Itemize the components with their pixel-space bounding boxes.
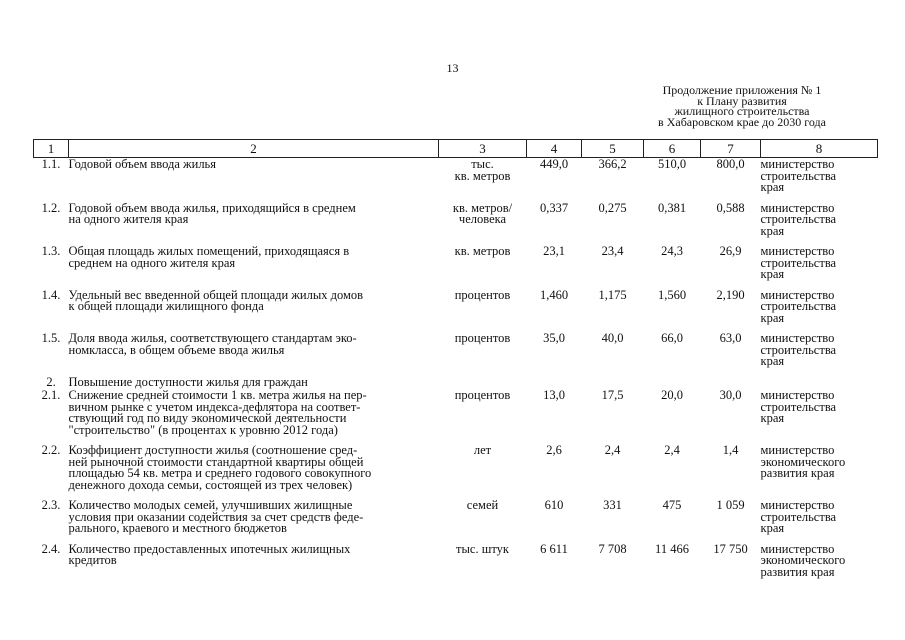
indicator-name-line: Снижение средней стоимости 1 кв. метра жилья на пер- — [68, 388, 367, 402]
executor-cell — [761, 333, 878, 377]
executor-line: экономического — [760, 553, 846, 567]
table-row — [34, 290, 878, 334]
executor-line: края — [760, 411, 785, 425]
executor-line: строительства — [760, 168, 837, 183]
value-v5: 0,275 — [598, 200, 627, 215]
table-body — [34, 158, 878, 588]
unit-line: человека — [458, 212, 507, 226]
executor-line: развития края — [760, 466, 835, 480]
executor-cell — [760, 541, 878, 588]
page-number: 13 — [446, 61, 459, 75]
value-v6: 510,0 — [657, 157, 687, 171]
value-v5: 2,4 — [604, 443, 621, 457]
value-v5: 366,2 — [598, 157, 627, 171]
value-v4: 13,0 — [543, 388, 565, 402]
indicator-name — [68, 541, 439, 588]
unit-cell — [439, 541, 527, 588]
unit-cell — [439, 246, 527, 290]
executor-line: министерство — [760, 244, 835, 258]
row-number: 2.1. — [41, 388, 61, 402]
indicator-name-line: площадью 54 кв. метра и среднего годового совокупного — [68, 466, 372, 480]
indicator-name — [69, 500, 439, 544]
executor-cell — [760, 287, 878, 334]
column-header: 4 — [527, 140, 582, 158]
table-row — [34, 246, 878, 290]
table-row — [34, 333, 878, 377]
indicator-name — [69, 390, 439, 445]
executor-line: министерство — [760, 157, 835, 171]
executor-cell — [761, 500, 878, 544]
indicator-name-line: номкласса, в общем объеме ввода жилья — [68, 342, 285, 357]
row-number: 1.5. — [41, 331, 61, 345]
indicator-name — [69, 445, 439, 500]
indicator-name-line: Годовой объем ввода жилья, приходящийся в среднем — [68, 200, 356, 215]
unit-line: семей — [466, 498, 499, 512]
indicator-name-line: Годовой объем ввода жилья — [68, 157, 217, 171]
value-v7: 2,190 — [716, 287, 745, 302]
indicator-name — [68, 200, 439, 247]
value-v6: 11 466 — [655, 541, 689, 556]
appendix-line: в Хабаровском крае до 2030 года — [658, 114, 826, 129]
executor-line: края — [760, 521, 785, 535]
executor-line: развития края — [760, 564, 835, 579]
value-v6: 475 — [662, 498, 682, 512]
unit-cell — [439, 287, 527, 334]
indicator-name-line: ствующий год по виду экономической деятельности — [68, 411, 347, 425]
unit-cell — [439, 333, 527, 377]
column-header: 1 — [34, 140, 69, 158]
executor-line: министерство — [760, 200, 835, 215]
indicator-name-line: Количество молодых семей, улучшивших жилищные — [68, 498, 353, 512]
value-v7: 0,588 — [716, 200, 745, 215]
unit-cell — [439, 158, 527, 203]
value-v7: 1,4 — [722, 443, 739, 457]
value-v5: 331 — [603, 498, 622, 512]
executor-line: строительства — [760, 212, 837, 226]
executor-line: министерство — [760, 498, 835, 512]
value-v4: 2,6 — [546, 443, 562, 457]
value-v7: 800,0 — [716, 157, 745, 171]
indicator-name-line: на одного жителя края — [68, 212, 189, 226]
executor-line: строительства — [760, 509, 837, 524]
indicator-name-line: Общая площадь жилых помещений, приходящаяся в — [68, 244, 350, 258]
column-header: 6 — [644, 140, 701, 158]
indicator-name — [69, 333, 439, 377]
executor-cell — [761, 158, 878, 203]
unit-cell — [439, 200, 527, 247]
indicator-name-line: условия при оказании содействия за счет средств феде- — [68, 509, 364, 524]
executor-cell — [761, 445, 878, 500]
value-v4: 449,0 — [539, 157, 569, 171]
table-row — [34, 544, 878, 588]
indicator-name-line: Удельный вес введенной общей площади жилых домов — [68, 287, 364, 302]
executor-line: строительства — [760, 399, 837, 414]
row-number: 2.2. — [41, 443, 61, 457]
value-v7: 26,9 — [719, 244, 742, 258]
row-number: 2.4. — [41, 541, 61, 556]
executor-line: министерство — [760, 443, 835, 457]
indicator-name-line: рального, краевого и местного бюджетов — [68, 521, 287, 535]
value-v6: 66,0 — [661, 331, 683, 345]
value-v7: 1 059 — [716, 498, 745, 512]
table-row — [34, 445, 878, 500]
value-v4: 610 — [544, 498, 564, 512]
unit-line: лет — [473, 443, 492, 457]
value-v5: 40,0 — [601, 331, 624, 345]
indicator-name — [68, 287, 439, 334]
column-header: 5 — [582, 140, 644, 158]
unit-line: тыс. штук — [456, 541, 509, 556]
column-header: 7 — [701, 140, 761, 158]
row-number: 2.3. — [41, 498, 61, 512]
table-row — [34, 390, 878, 445]
table-row — [34, 500, 878, 544]
unit-line: процентов — [454, 287, 511, 302]
executor-line: министерство — [760, 388, 835, 402]
unit-line: кв. метров/ — [452, 200, 513, 215]
indicator-name-line: кредитов — [68, 553, 117, 567]
executor-line: экономического — [760, 454, 846, 469]
indicator-name-line: "строительство" (в процентах к уровню 2012 года) — [68, 422, 338, 437]
executor-line: края — [760, 310, 785, 325]
table-header-row — [34, 140, 878, 158]
row-number: 1.2. — [41, 200, 61, 215]
value-v6: 2,4 — [664, 443, 680, 457]
value-v6: 0,381 — [657, 200, 687, 215]
executor-cell — [761, 246, 878, 290]
unit-cell — [439, 390, 527, 445]
unit-line: процентов — [454, 331, 511, 345]
appendix-header — [612, 85, 872, 127]
value-v6: 1,560 — [657, 287, 687, 302]
executor-line: края — [760, 354, 785, 368]
row-number: 1.1. — [41, 157, 61, 171]
value-v4: 0,337 — [539, 200, 569, 215]
indicator-name-line: Количество предоставленных ипотечных жилищных — [68, 541, 351, 556]
executor-line: министерство — [760, 287, 835, 302]
executor-cell — [760, 200, 878, 247]
indicator-name-line: вичном рынке с учетом индекса-дефлятора на соответ- — [68, 399, 361, 414]
value-v4: 35,0 — [543, 331, 565, 345]
indicators-table — [33, 139, 878, 587]
row-number: 1.4. — [41, 287, 61, 302]
column-header: 8 — [761, 140, 878, 158]
executor-line: строительства — [760, 299, 837, 313]
appendix-line: жилищного строительства — [674, 104, 810, 118]
value-v4: 6 611 — [540, 541, 568, 556]
unit-line: кв. метров — [454, 168, 511, 183]
executor-cell — [761, 390, 878, 445]
indicator-name-line: среднем на одного жителя края — [68, 255, 236, 270]
value-v5: 7 708 — [598, 541, 627, 556]
unit-line: процентов — [454, 388, 511, 402]
executor-line: края — [760, 267, 785, 281]
indicator-name-line: ней рыночной стоимости стандартной квартиры общей — [68, 454, 364, 469]
executor-line: министерство — [760, 541, 835, 556]
unit-cell — [439, 500, 527, 544]
indicator-name-line: Доля ввода жилья, соответствующего стандартам эко- — [68, 331, 357, 345]
executor-line: министерство — [760, 331, 835, 345]
indicator-name-line: Коэффициент доступности жилья (соотношение сред- — [68, 443, 358, 457]
executor-line: строительства — [760, 342, 837, 357]
unit-line: кв. метров — [454, 244, 511, 258]
table-row — [34, 203, 878, 247]
value-v7: 63,0 — [719, 331, 742, 345]
indicator-name — [69, 246, 439, 290]
table-row — [34, 158, 878, 203]
appendix-line: к Плану развития — [697, 93, 787, 108]
value-v4: 1,460 — [539, 287, 569, 302]
executor-line: края — [760, 223, 785, 238]
value-v5: 17,5 — [601, 388, 624, 402]
appendix-line: Продолжение приложения № 1 — [662, 83, 822, 97]
indicator-name — [69, 158, 439, 203]
unit-cell — [439, 445, 527, 500]
indicator-name-line: денежного дохода семьи, состоящей из трех человек) — [68, 477, 353, 492]
value-v4: 23,1 — [543, 244, 565, 258]
column-header: 2 — [69, 140, 439, 158]
value-v6: 24,3 — [661, 244, 683, 258]
unit-line: тыс. — [471, 157, 494, 171]
indicator-name-line: Повышение доступности жилья для граждан — [68, 374, 308, 389]
value-v6: 20,0 — [661, 388, 683, 402]
value-v5: 23,4 — [601, 244, 624, 258]
row-number: 1.3. — [41, 244, 61, 258]
executor-line: края — [760, 180, 785, 194]
row-number: 2. — [46, 374, 56, 389]
executor-line: строительства — [760, 255, 837, 270]
value-v7: 30,0 — [719, 388, 742, 402]
value-v5: 1,175 — [598, 287, 627, 302]
indicator-name-line: к общей площади жилищного фонда — [68, 299, 264, 313]
value-v7: 17 750 — [713, 541, 748, 556]
column-header: 3 — [439, 140, 527, 158]
